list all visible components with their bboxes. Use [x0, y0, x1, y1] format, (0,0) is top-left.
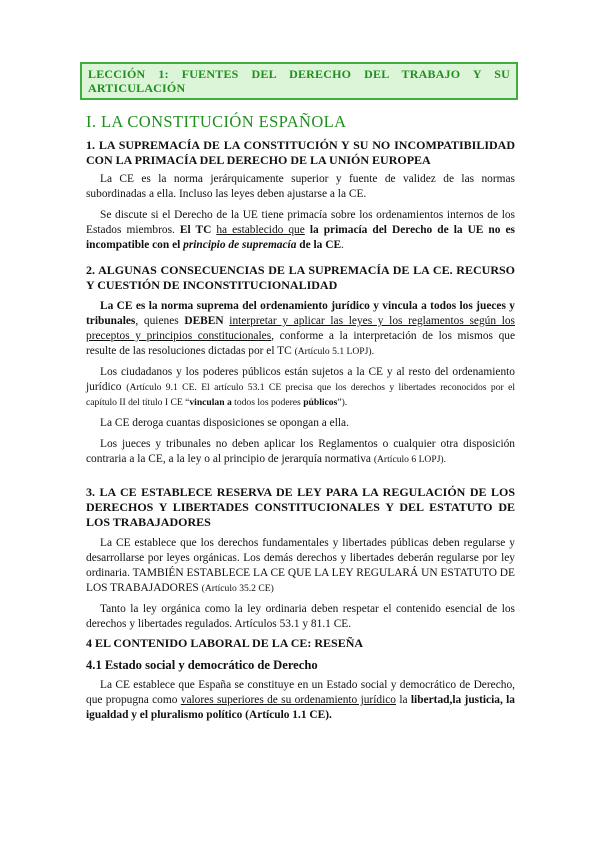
paragraph-derechos-fundamentales — [86, 536, 515, 596]
text-run-bold: El TC — [179, 224, 212, 236]
heading-supremacia: 1. LA SUPREMACÍA DE LA CONSTITUCIÓN Y SU NO INCOMPATIBILIDAD CON LA PRIMACÍA DEL DERECHO DE LA UNIÓN EUROPEA — [86, 138, 515, 167]
lesson-title: LECCIÓN 1: FUENTES DEL DERECHO DEL TRABAJO Y SU ARTICULACIÓN — [88, 67, 510, 95]
text-run-small: (Artículo 35.2 CE) — [201, 583, 274, 594]
section-4-block — [86, 636, 515, 723]
subheading-estado-social: 4.1 Estado social y democrático de Derecho — [86, 658, 318, 672]
text-run: Los jueces y tribunales no deben aplicar los Reglamentos o cualquier otra disposición contraria a la CE, a la ley o al principio de jerarquía normativa — [86, 438, 515, 465]
paragraph-norma-superior: La CE es la norma jerárquicamente superior y fuente de validez de las normas subordinadas a ella. Incluso las leyes deben ajustarse a la CE. — [86, 173, 515, 200]
heading-contenido-laboral: 4 EL CONTENIDO LABORAL DE LA CE: RESEÑA — [86, 636, 364, 650]
paragraph-jueces — [86, 437, 515, 467]
text-run: La CE establece que España se constituye en un Estado social y democrático de Derecho, que propugna como — [86, 679, 515, 706]
heading-reserva-ley: 3. LA CE ESTABLECE RESERVA DE LEY PARA LA REGULACIÓN DE LOS DERECHOS Y LIBERTADES CONSTITUCIONALES Y DEL ESTATUTO DE LOS TRABAJADORES — [86, 485, 515, 529]
text-run-bold-italic: principio de supremacía — [183, 239, 297, 251]
text-run: . — [341, 239, 344, 251]
text-run: Se discute si el Derecho de la UE tiene primacía sobre los ordenamientos internos de los Estados miembros. — [86, 209, 515, 236]
text-run-underline: interpretar y aplicar las leyes y los reglamentos según los preceptos y principios constitucionales — [86, 315, 515, 342]
text-run-bold: DEBEN — [184, 315, 224, 327]
text-run-underline: valores superiores de su ordenamiento jurídico — [180, 694, 397, 706]
text-run-bold: de la CE — [296, 239, 342, 251]
paragraph-deroga: La CE deroga cuantas disposiciones se opongan a ella. — [100, 417, 349, 429]
text-run-small: (Artículo 5.1 LOPJ). — [294, 346, 374, 357]
text-run-small: todos los poderes — [231, 397, 304, 408]
text-run-underline: ha establecido que — [216, 224, 305, 236]
text-run: Los ciudadanos y los poderes públicos están sujetos a la CE y al resto del ordenamiento jurídico — [86, 366, 515, 393]
text-run-bold: libertad,la justicia, la igualdad y el pluralismo político (Artículo 1.1 CE). — [86, 694, 515, 721]
heading-consecuencias: 2. ALGUNAS CONSECUENCIAS DE LA SUPREMACÍA DE LA CE. RECURSO Y CUESTIÓN DE INCONSTITUCIONALIDAD — [86, 263, 515, 292]
section-1-block — [86, 138, 515, 253]
paragraph-contenido-esencial: Tanto la ley orgánica como la ley ordinaria deben respetar el contenido esencial de los derechos y libertades regulados. Artículos 53.1 y 81.1 CE. — [86, 603, 515, 630]
section-3-block — [86, 485, 515, 632]
lesson-title-box — [80, 62, 518, 100]
text-run-small-bold: públicos — [303, 397, 338, 408]
section-title: I. LA CONSTITUCIÓN ESPAÑOLA — [86, 112, 347, 131]
text-run-small-bold: vinculan a — [189, 397, 232, 408]
paragraph-estado-social — [86, 678, 515, 723]
text-run-bold: La CE es la norma suprema del ordenamiento jurídico y vincula a todos los jueces y tribunales — [86, 300, 515, 327]
text-run: La CE establece que los derechos fundamentales y libertades públicas deben regularse y desarrollarse por leyes orgánicas. Los demás derechos y libertades deberán regularse por ley ordinaria. TAMBIÉN ESTABLECE LA CE QUE LA LEY REGULARÁ UN ESTATUTO DE LOS TRABAJADORES — [86, 537, 515, 594]
text-run-bold: la primacía del Derecho de la UE no es incompatible con el — [86, 224, 515, 251]
paragraph-primacia-ue — [86, 208, 515, 253]
section-2-block — [86, 263, 515, 467]
text-run: la — [396, 694, 411, 706]
paragraph-ciudadanos — [86, 365, 515, 410]
paragraph-norma-suprema — [86, 299, 515, 359]
text-run-small: (Artículo 6 LOPJ). — [373, 454, 447, 465]
text-run-small: (Artículo 9.1 CE. El artículo 53.1 CE precisa que los derechos y libertades reconocidos por el capítulo II del título I CE “ — [86, 382, 515, 408]
text-run: , quienes — [135, 315, 185, 327]
text-run-small: ”). — [337, 397, 348, 408]
text-run: , conforme a la interpretación de los mismos que resulte de las resoluciones dictadas por el TC — [86, 330, 516, 357]
